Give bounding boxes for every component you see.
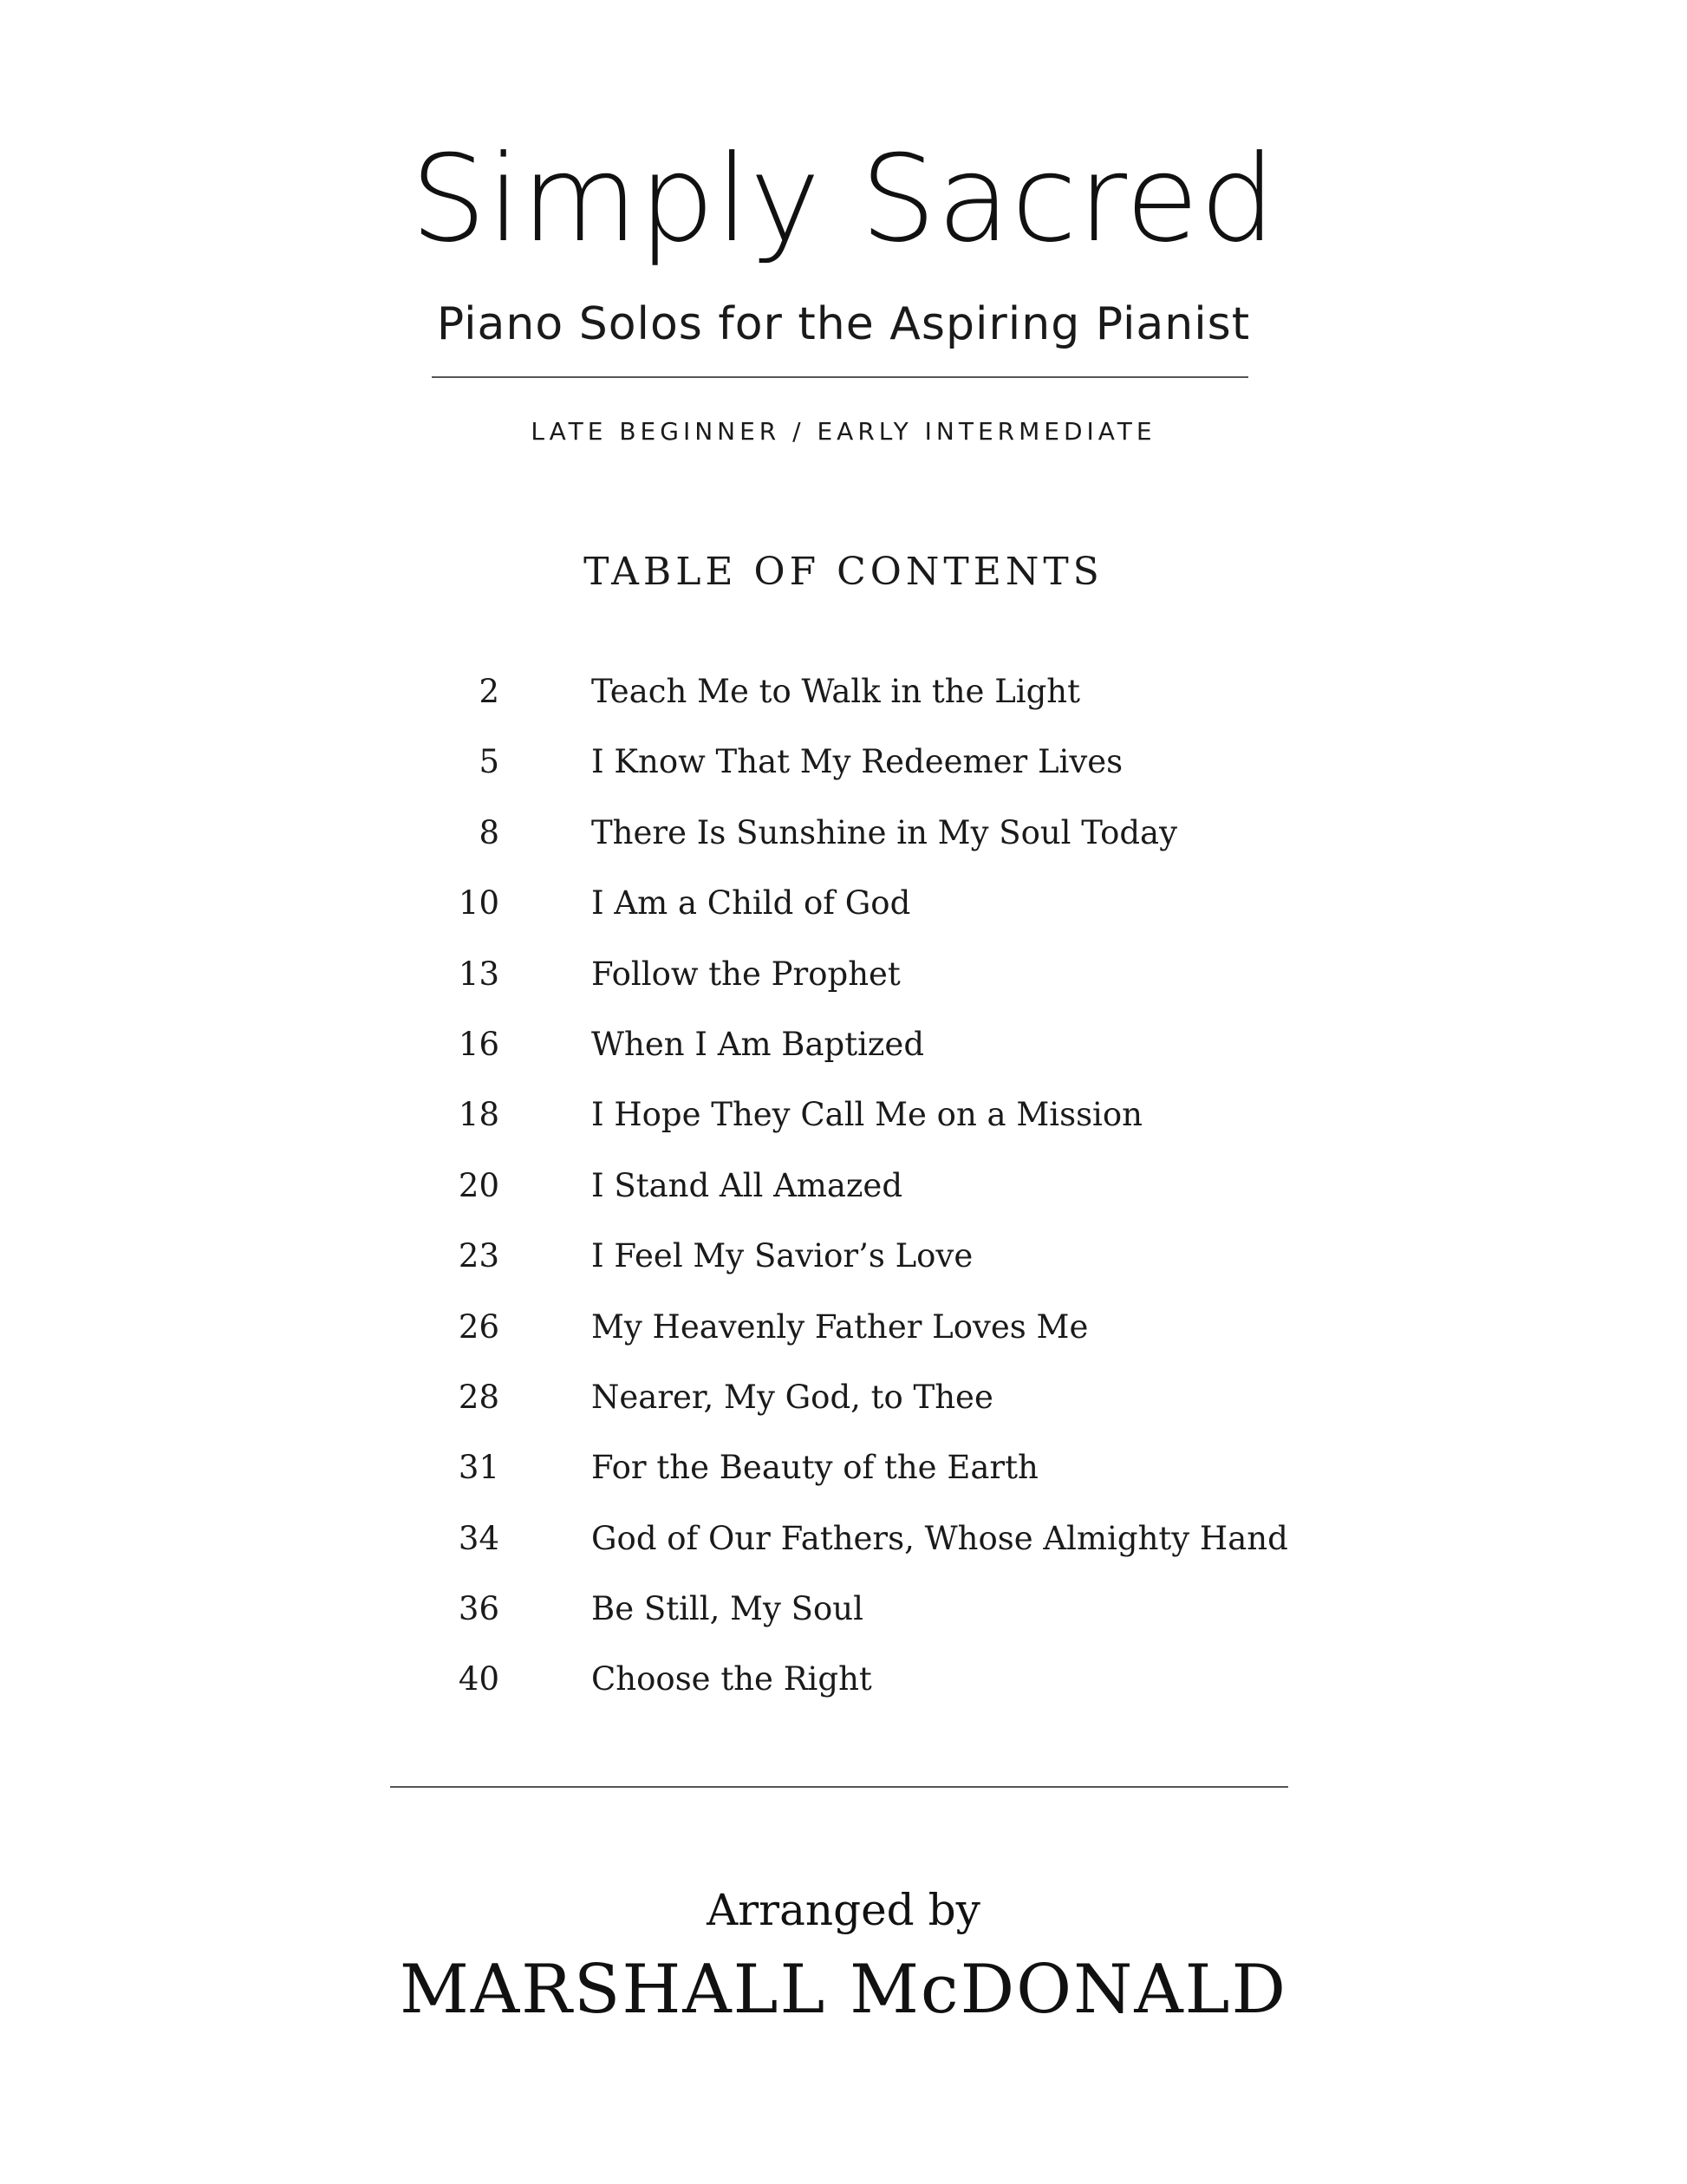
toc-page-number: 34 [458,1519,499,1557]
toc-page-number: 26 [458,1307,499,1346]
toc-song-title: Teach Me to Walk in the Light [591,673,1080,710]
toc-page-number: 18 [458,1096,499,1134]
toc-song-title: Follow the Prophet [591,955,901,993]
toc-page-number: 13 [458,955,499,993]
toc-entry [0,666,1687,736]
toc-entry [0,1442,1687,1512]
toc-page-number: 31 [458,1449,499,1487]
toc-entry [0,1653,1687,1724]
toc-song-title: Nearer, My God, to Thee [591,1378,993,1416]
difficulty-level: LATE BEGINNER / EARLY INTERMEDIATE [531,417,1156,446]
toc-page-number: 2 [479,673,499,710]
arranged-by-label: Arranged by [707,1885,980,1935]
toc-entry [0,1089,1687,1159]
toc-song-title: I Feel My Savior’s Love [591,1237,974,1275]
toc-song-title: I Hope They Call Me on a Mission [591,1096,1143,1134]
toc-song-title: I Am a Child of God [591,884,911,922]
toc-entry [0,1513,1687,1583]
toc-song-title: There Is Sunshine in My Soul Today [591,813,1178,851]
toc-list [0,666,1687,1724]
toc-song-title: For the Beauty of the Earth [591,1449,1039,1487]
toc-song-title: God of Our Fathers, Whose Almighty Hand [591,1519,1288,1557]
bottom-divider [390,1786,1288,1788]
toc-song-title: My Heavenly Father Loves Me [591,1307,1089,1346]
toc-song-title: Choose the Right [591,1660,872,1698]
toc-page-number: 20 [458,1166,499,1204]
toc-entry [0,1160,1687,1230]
toc-song-title: I Stand All Amazed [591,1166,903,1204]
toc-page-number: 28 [458,1378,499,1416]
toc-page-number: 23 [458,1237,499,1275]
toc-entry [0,1230,1687,1301]
toc-page-number: 5 [479,743,499,781]
arranger-name: MARSHALL McDONALD [399,1951,1288,2029]
toc-entry [0,1301,1687,1372]
toc-page-number: 36 [458,1590,499,1628]
toc-heading: TABLE OF CONTENTS [583,550,1104,594]
toc-page-number: 10 [458,884,499,922]
toc-page-number: 40 [458,1660,499,1698]
toc-song-title: I Know That My Redeemer Lives [591,743,1124,781]
toc-song-title: When I Am Baptized [591,1025,925,1063]
toc-entry [0,949,1687,1019]
toc-entry [0,1019,1687,1089]
top-divider [432,376,1248,378]
toc-entry [0,736,1687,806]
book-subtitle: Piano Solos for the Aspiring Pianist [436,298,1251,350]
toc-entry [0,1583,1687,1653]
toc-entry [0,807,1687,877]
toc-entry [0,1372,1687,1442]
toc-page-number: 8 [479,813,499,851]
toc-song-title: Be Still, My Soul [591,1590,863,1628]
toc-page-number: 16 [458,1025,499,1063]
toc-entry [0,877,1687,948]
book-title: Simply Sacred [410,129,1277,269]
